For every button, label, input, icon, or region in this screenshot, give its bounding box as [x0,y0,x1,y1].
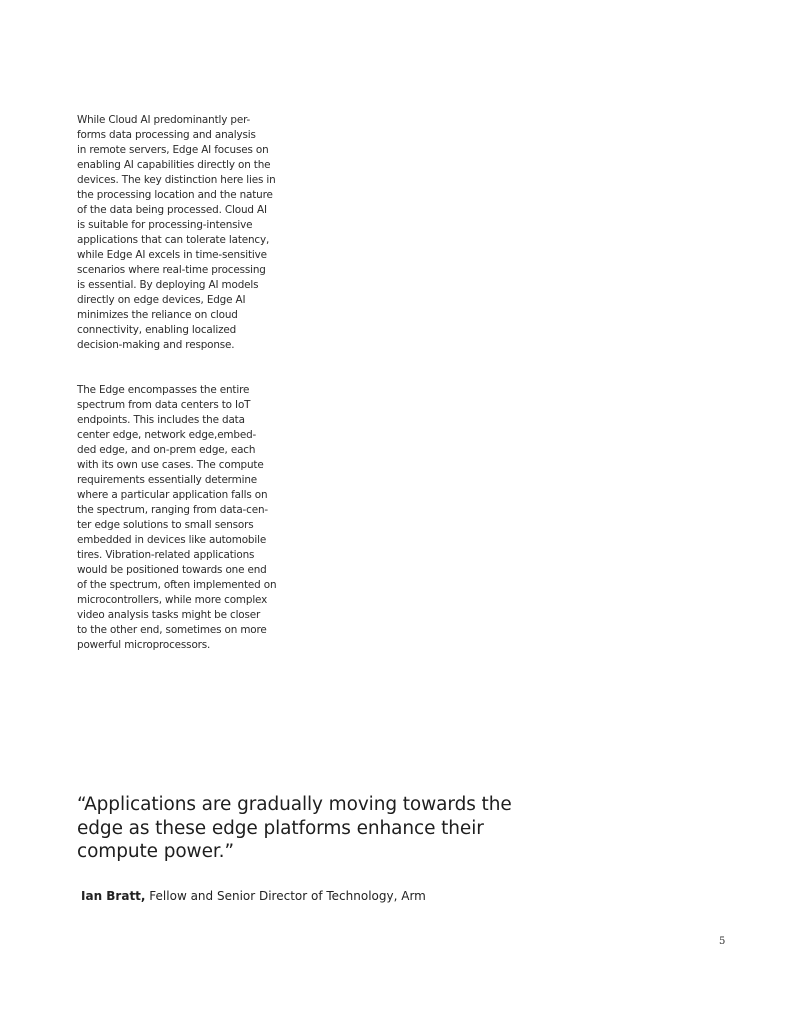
text-line: scenarios where real-time processing [77,264,266,276]
text-line: the spectrum, ranging from data-cen- [77,504,268,516]
text-line: devices. The key distinction here lies in [77,174,276,186]
text-line: is suitable for processing-intensive [77,219,253,231]
text-line: while Edge AI excels in time-sensitive [77,249,267,261]
text-line: powerful microprocessors. [77,639,211,651]
text-line: requirements essentially determine [77,474,258,486]
text-line: minimizes the reliance on cloud [77,309,238,321]
body-paragraph-cloud-vs-edge [77,113,293,353]
text-line: to the other end, sometimes on more [77,624,267,636]
text-line: microcontrollers, while more complex [77,594,268,606]
text-line: with its own use cases. The compute [77,459,264,471]
text-line: would be positioned towards one end [77,564,267,576]
quote-line: compute power.” [77,841,234,862]
text-line: tires. Vibration-related applications [77,549,255,561]
text-line: directly on edge devices, Edge AI [77,294,246,306]
text-line: of the data being processed. Cloud AI [77,204,267,216]
text-line: The Edge encompasses the entire [77,384,250,396]
text-line: ded edge, and on-prem edge, each [77,444,256,456]
text-line: ter edge solutions to small sensors [77,519,254,531]
text-line: embedded in devices like automobile [77,534,267,546]
quote-attribution [81,888,426,904]
attribution-title: Fellow and Senior Director of Technology, Arm [145,889,426,903]
text-line: spectrum from data centers to IoT [77,399,251,411]
body-paragraph-edge-spectrum [77,383,293,653]
text-line: the processing location and the nature [77,189,273,201]
text-line: decision-making and response. [77,339,235,351]
text-line: is essential. By deploying AI models [77,279,259,291]
text-line: endpoints. This includes the data [77,414,245,426]
text-line: center edge, network edge,embed- [77,429,257,441]
pull-quote [77,793,537,864]
text-line: connectivity, enabling localized [77,324,237,336]
text-line: enabling AI capabilities directly on the [77,159,271,171]
attribution-name: Ian Bratt, [81,889,146,903]
text-line: applications that can tolerate latency, [77,234,270,246]
text-line: video analysis tasks might be closer [77,609,261,621]
page-number: 5 [719,936,726,947]
text-line: where a particular application falls on [77,489,268,501]
quote-line: “Applications are gradually moving towards the [77,794,512,815]
quote-line: edge as these edge platforms enhance their [77,817,484,839]
text-line: While Cloud AI predominantly per- [77,114,251,126]
text-line: of the spectrum, often implemented on [77,579,277,591]
text-line: in remote servers, Edge AI focuses on [77,144,269,156]
text-line: forms data processing and analysis [77,129,256,141]
